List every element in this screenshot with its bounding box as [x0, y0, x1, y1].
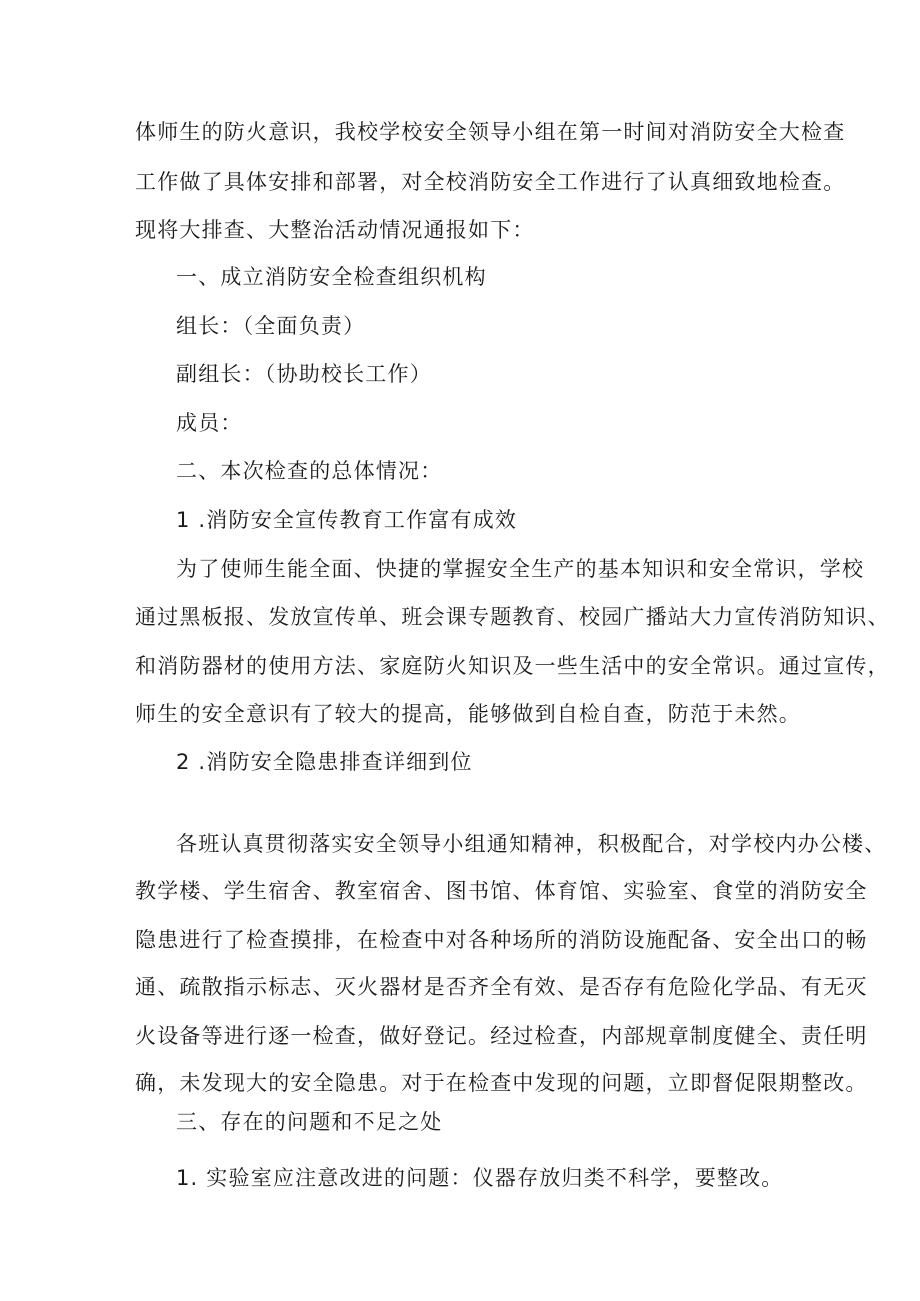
section-heading: 二、本次检查的总体情况：	[176, 459, 443, 483]
section-heading: 一、成立消防安全检查组织机构	[176, 265, 487, 289]
subsection-heading: 1 .消防安全宣传教育工作富有成效	[176, 508, 518, 532]
paragraph-line: 体师生的防火意识，我校学校安全领导小组在第一时间对消防安全大检查	[135, 120, 846, 144]
paragraph-line: 和消防器材的使用方法、家庭防火知识及一些生活中的安全常识。通过宣传，	[135, 654, 890, 678]
paragraph-line: 现将大排查、大整治活动情况通报如下：	[135, 218, 535, 242]
paragraph-line: 隐患进行了检查摸排，在检查中对各种场所的消防设施配备、安全出口的畅	[135, 928, 868, 952]
paragraph-line: 副组长：（协助校长工作）	[176, 362, 432, 386]
subsection-heading: 2 .消防安全隐患排查详细到位	[176, 750, 473, 774]
paragraph-line: 通过黑板报、发放宣传单、班会课专题教育、校园广播站大力宣传消防知识、	[135, 605, 890, 629]
paragraph-line: 教学楼、学生宿舍、教室宿舍、图书馆、体育馆、实验室、食堂的消防安全	[135, 879, 868, 903]
paragraph-line: 组长：（全面负责）	[176, 314, 366, 338]
paragraph-line: 确，未发现大的安全隐患。对于在检查中发现的问题，立即督促限期整改。	[135, 1071, 868, 1095]
paragraph-line: 师生的安全意识有了较大的提高，能够做到自检自查，防范于未然。	[135, 702, 801, 726]
paragraph-line: 成员：	[176, 411, 243, 435]
paragraph-line: 1. 实验室应注意改进的问题：仪器存放归类不科学，要整改。	[176, 1166, 784, 1190]
paragraph-line: 通、疏散指示标志、灭火器材是否齐全有效、是否存有危险化学品、有无灭	[135, 975, 868, 999]
paragraph-line: 为了使师生能全面、快捷的掌握安全生产的基本知识和安全常识，学校	[176, 557, 865, 581]
section-heading: 三、存在的问题和不足之处	[176, 1110, 443, 1134]
paragraph-line: 各班认真贯彻落实安全领导小组通知精神，积极配合，对学校内办公楼、	[176, 832, 887, 856]
paragraph-line: 火设备等进行逐一检查，做好登记。经过检查，内部规章制度健全、责任明	[135, 1024, 868, 1048]
paragraph-line: 工作做了具体安排和部署，对全校消防安全工作进行了认真细致地检查。	[135, 170, 846, 194]
